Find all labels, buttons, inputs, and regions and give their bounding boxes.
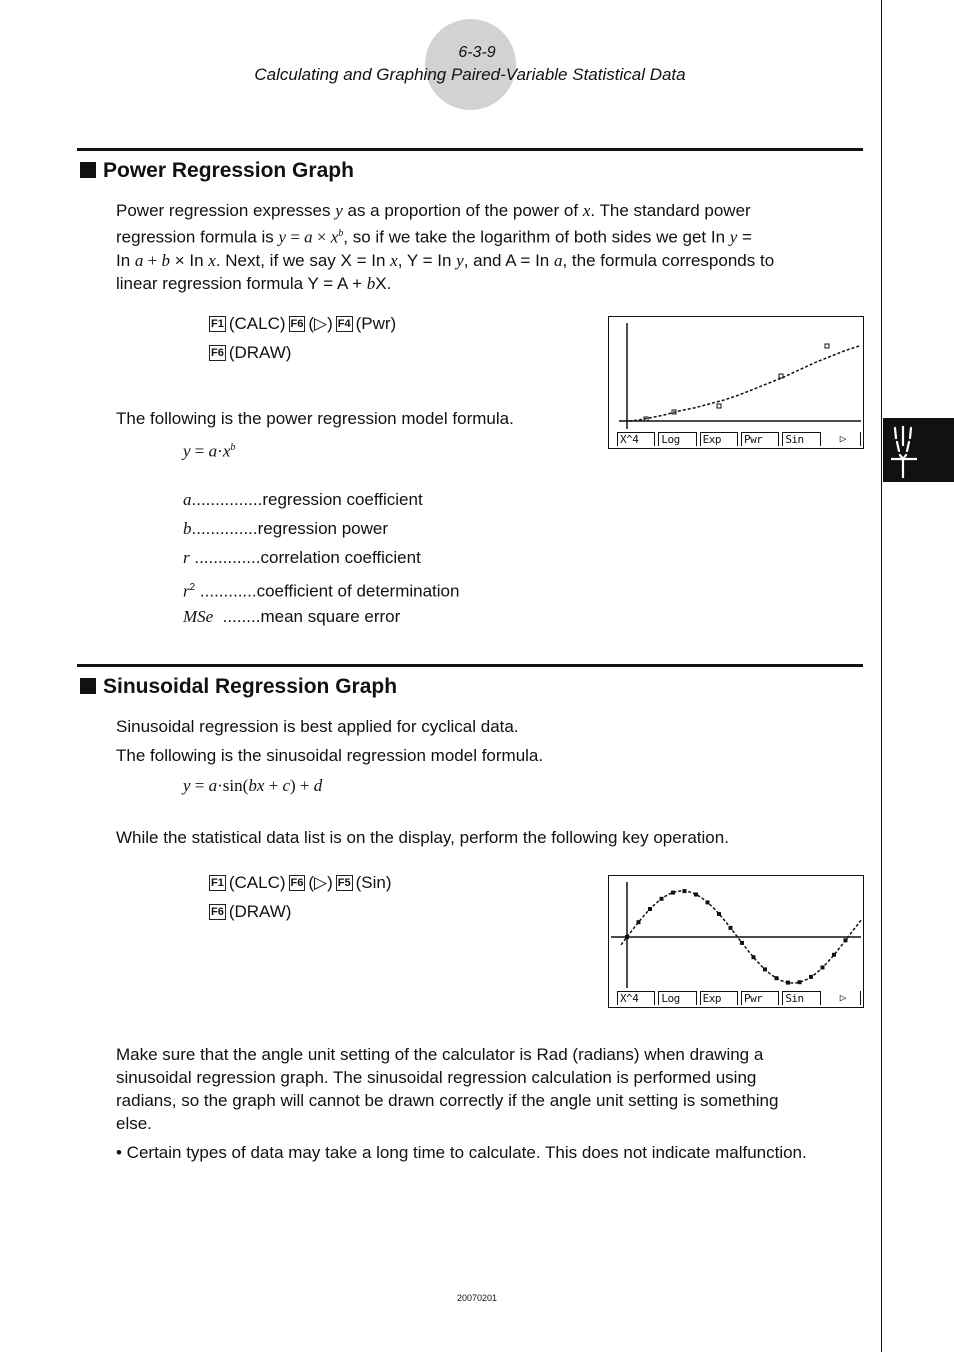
sin-note: Make sure that the angle unit setting of the calculator is Rad (radians) when drawing a sinusoidal regression graph. The sinusoidal regression calculation is performed using radians, so the graph will cannot be drawn correctly if the angle unit setting is something else. (116, 1045, 779, 1133)
section-title-power: Power Regression Graph (80, 159, 354, 183)
f6-key: F6 (211, 347, 224, 359)
f4-key: F4 (337, 318, 351, 330)
f6-key: F6 (290, 877, 304, 889)
sin-key-op-text: While the statistical data list is on the display, perform the following key operation. (116, 828, 729, 847)
menu-pwr: Pwr (741, 991, 779, 1005)
chapter-tab (883, 418, 954, 482)
page-number: 6-3-9 (458, 44, 496, 61)
f6-key: F6 (211, 906, 224, 918)
sinusoidal-regression-graph (609, 876, 863, 1007)
power-regression-graph (609, 317, 863, 448)
data-point (637, 920, 641, 924)
square-bullet-icon (80, 678, 96, 694)
data-point (717, 912, 721, 916)
menu-log: Log (658, 991, 696, 1005)
data-point (660, 897, 664, 901)
definition-row: $r^2$ ............coefficient of determination (183, 581, 460, 601)
power-key-sequence-1: F1 (CALC) F6 (▷) F4 (Pwr) (211, 314, 397, 333)
menu-pwr: Pwr (741, 432, 779, 446)
data-point (683, 889, 687, 893)
sinusoidal-regression-screen (608, 875, 864, 1008)
data-point (821, 966, 825, 970)
data-point (798, 980, 802, 984)
sin-intro-1: Sinusoidal regression is best applied for cyclical data. (116, 717, 519, 736)
menu-sin: Sin (782, 432, 820, 446)
data-point (729, 926, 733, 930)
data-point (763, 967, 767, 971)
data-point (694, 893, 698, 897)
data-point (844, 938, 848, 942)
data-point (648, 907, 652, 911)
data-point (706, 900, 710, 904)
screen-function-menu (617, 432, 861, 446)
data-point (740, 941, 744, 945)
power-regression-screen (608, 316, 864, 449)
section-rule (77, 664, 863, 667)
sin-formula: y = a·sin(bx + c) + d (183, 776, 323, 795)
footer-code: 20070201 (456, 1293, 498, 1303)
margin-line (881, 0, 882, 1352)
sin-key-sequence-2: F6 (DRAW) (211, 902, 292, 921)
data-point (752, 955, 756, 959)
section-rule (77, 148, 863, 151)
power-intro: Power regression expresses y as a proportion of the power of x. The standard power regression formula is $y = a \times x^b$, so if we take the logarithm of both sides we get In y = In a + b × In x. Next, if we say X = In x, Y = In y, and A = In a, the formula corresponds to linear regression formula Y = A + bX. (116, 201, 775, 293)
power-key-sequence-2: F6 (DRAW) (211, 343, 292, 362)
menu-next: ▷ (824, 432, 861, 446)
menu-x4: X^4 (617, 432, 655, 446)
sin-key-sequence-1: F1 (CALC) F6 (▷) F5 (Sin) (211, 873, 392, 892)
sin-bullet-note: • Certain types of data may take a long time to calculate. This does not indicate malfunction. (116, 1143, 807, 1162)
data-point (625, 935, 629, 939)
definition-row: MSe ........mean square error (183, 607, 401, 626)
menu-exp: Exp (700, 432, 738, 446)
menu-next: ▷ (824, 991, 861, 1005)
data-point (775, 976, 779, 980)
f1-key: F1 (211, 877, 224, 889)
data-point (671, 891, 675, 895)
menu-log: Log (658, 432, 696, 446)
definition-row: r ..............correlation coefficient (183, 548, 421, 567)
screen-function-menu (617, 991, 861, 1005)
f5-key: F5 (337, 877, 351, 889)
menu-sin: Sin (782, 991, 820, 1005)
data-point (832, 953, 836, 957)
page-header-title: Calculating and Graphing Paired-Variable Statistical Data (254, 65, 686, 84)
sin-intro-2: The following is the sinusoidal regression model formula. (116, 746, 544, 765)
data-point (786, 981, 790, 985)
definition-row: a...............regression coefficient (183, 490, 423, 509)
menu-exp: Exp (700, 991, 738, 1005)
regression-curve-icon (883, 418, 954, 482)
f6-key: F6 (290, 318, 304, 330)
power-model-intro: The following is the power regression model formula. (116, 409, 514, 428)
section-title-sinusoidal: Sinusoidal Regression Graph (80, 675, 397, 699)
square-bullet-icon (80, 162, 96, 178)
f1-key: F1 (211, 318, 224, 330)
power-formula: $y = a\cdot x^b$ (183, 441, 236, 461)
menu-x4: X^4 (617, 991, 655, 1005)
definition-row: b..............regression power (183, 519, 389, 538)
data-point (809, 975, 813, 979)
